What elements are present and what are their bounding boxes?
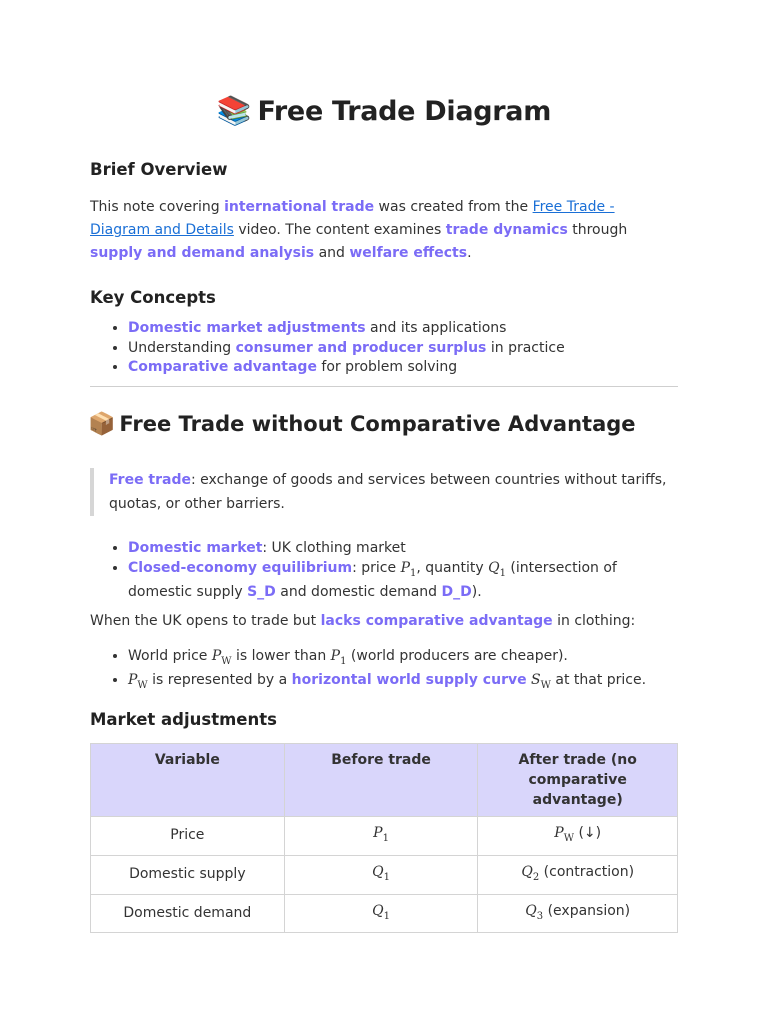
text: at that price. bbox=[550, 672, 647, 689]
column-header: After trade (no comparative advantage) bbox=[478, 744, 678, 817]
table-cell bbox=[478, 894, 678, 933]
table-row bbox=[91, 855, 678, 894]
list-item bbox=[128, 559, 678, 603]
text: This note covering bbox=[90, 199, 225, 215]
keyword[interactable]: Comparative advantage bbox=[128, 359, 317, 375]
text: Q bbox=[372, 863, 384, 880]
subscript: 1 bbox=[383, 871, 390, 883]
text: : price bbox=[352, 559, 401, 576]
definition-callout bbox=[90, 468, 689, 516]
math-symbol bbox=[128, 672, 148, 692]
keyword[interactable]: D_D bbox=[441, 583, 472, 600]
subscript: 1 bbox=[499, 567, 506, 579]
table-cell: Price bbox=[91, 817, 285, 856]
keyword[interactable]: S_D bbox=[247, 583, 276, 600]
video-link[interactable]: Free Trade - Diagram and Details bbox=[90, 199, 615, 238]
divider bbox=[90, 386, 678, 387]
overview-heading: Brief Overview bbox=[90, 160, 228, 179]
overview-paragraph bbox=[90, 196, 678, 265]
text: P bbox=[373, 825, 383, 841]
subscript: 3 bbox=[536, 910, 544, 922]
math-symbol bbox=[372, 902, 390, 922]
text: for problem solving bbox=[316, 359, 458, 375]
market-adjustments-table bbox=[90, 743, 678, 933]
text: (↓) bbox=[574, 825, 602, 841]
text: P bbox=[330, 648, 341, 664]
list-item bbox=[128, 671, 678, 695]
subscript: 1 bbox=[382, 832, 389, 844]
text: S bbox=[531, 672, 541, 689]
subscript: W bbox=[540, 680, 551, 692]
list-item bbox=[128, 358, 678, 378]
math-symbol bbox=[488, 559, 506, 579]
trade-paragraph bbox=[90, 610, 678, 633]
math-symbol bbox=[330, 648, 347, 667]
list-item bbox=[128, 539, 678, 559]
text: P bbox=[400, 559, 410, 576]
keyword[interactable]: horizontal world supply curve bbox=[291, 672, 527, 689]
text: was created from the bbox=[374, 199, 533, 215]
key-concepts-list bbox=[90, 319, 678, 378]
table-cell bbox=[284, 855, 478, 894]
text: P bbox=[128, 672, 138, 689]
text: , quantity bbox=[416, 559, 489, 576]
keyword[interactable]: supply and demand analysis bbox=[90, 245, 315, 261]
keyword[interactable]: consumer and producer surplus bbox=[235, 339, 487, 356]
text: Q bbox=[372, 902, 384, 919]
math-symbol bbox=[211, 648, 232, 667]
text: Q bbox=[525, 902, 537, 919]
subscript: W bbox=[137, 680, 148, 692]
page-title-text: Free Trade Diagram bbox=[257, 96, 552, 127]
text: (contraction) bbox=[539, 863, 635, 880]
page-title bbox=[90, 94, 678, 127]
text: P bbox=[211, 648, 222, 664]
text: and domestic demand bbox=[275, 583, 442, 600]
subscript: W bbox=[221, 655, 232, 667]
text: When the UK opens to trade but bbox=[90, 613, 321, 629]
subscript: 1 bbox=[340, 655, 347, 667]
section-heading bbox=[88, 412, 636, 437]
package-icon: 📦 bbox=[88, 412, 116, 437]
subscript: 1 bbox=[383, 910, 390, 922]
market-adjustments-heading: Market adjustments bbox=[90, 710, 277, 729]
column-header: Before trade bbox=[284, 744, 478, 817]
keyword[interactable]: Closed-economy equilibrium bbox=[128, 559, 353, 576]
text: : exchange of goods and services between countries without tariffs, quotas, or other barriers. bbox=[109, 472, 667, 512]
subscript: 2 bbox=[532, 871, 540, 883]
text: in clothing: bbox=[552, 613, 636, 629]
text: (intersection of domestic supply bbox=[128, 559, 617, 600]
text: : UK clothing market bbox=[262, 540, 406, 556]
text: and its applications bbox=[365, 320, 507, 336]
text: (expansion) bbox=[543, 902, 631, 919]
math-symbol bbox=[554, 825, 574, 844]
list-item bbox=[128, 647, 678, 671]
math-symbol bbox=[521, 863, 540, 883]
section-heading-text: Free Trade without Comparative Advantage bbox=[119, 412, 636, 436]
math-symbol bbox=[525, 902, 544, 922]
key-concepts-heading: Key Concepts bbox=[90, 288, 216, 307]
subscript: W bbox=[563, 832, 574, 844]
math-symbol bbox=[531, 672, 551, 692]
text: Q bbox=[488, 559, 500, 576]
column-header: Variable bbox=[91, 744, 285, 817]
table-header-row bbox=[91, 744, 678, 817]
math-symbol bbox=[400, 559, 417, 579]
books-icon: 📚 bbox=[216, 94, 252, 127]
keyword[interactable]: lacks comparative advantage bbox=[320, 613, 553, 629]
text: in practice bbox=[486, 339, 565, 356]
keyword[interactable]: trade dynamics bbox=[445, 222, 568, 238]
text: ). bbox=[471, 583, 482, 600]
text: (world producers are cheaper). bbox=[346, 648, 568, 664]
subscript: 1 bbox=[410, 567, 417, 579]
list-item bbox=[128, 319, 678, 339]
keyword[interactable]: Domestic market adjustments bbox=[128, 320, 366, 336]
table-cell bbox=[284, 817, 478, 856]
text: is lower than bbox=[231, 648, 331, 664]
text: Q bbox=[521, 863, 533, 880]
math-symbol bbox=[373, 825, 389, 844]
table-cell: Domestic demand bbox=[91, 894, 285, 933]
keyword[interactable]: welfare effects bbox=[349, 245, 468, 261]
table-row bbox=[91, 894, 678, 933]
text: video. The content examines bbox=[233, 222, 446, 238]
table-row bbox=[91, 817, 678, 856]
text: through bbox=[567, 222, 628, 238]
keyword[interactable]: international trade bbox=[224, 199, 375, 215]
world-price-bullets bbox=[90, 647, 678, 696]
math-symbol bbox=[372, 863, 390, 883]
table-cell bbox=[478, 817, 678, 856]
table-cell bbox=[478, 855, 678, 894]
text: . bbox=[467, 245, 472, 261]
table-cell: Domestic supply bbox=[91, 855, 285, 894]
list-item bbox=[128, 339, 678, 359]
market-bullets bbox=[90, 539, 678, 602]
text: P bbox=[554, 825, 564, 841]
table-cell bbox=[284, 894, 478, 933]
keyword[interactable]: Domestic market bbox=[128, 540, 263, 556]
text: Understanding bbox=[128, 339, 236, 356]
text: is represented by a bbox=[147, 672, 292, 689]
text: World price bbox=[128, 648, 212, 664]
keyword[interactable]: Free trade bbox=[109, 472, 191, 488]
text: and bbox=[314, 245, 350, 261]
